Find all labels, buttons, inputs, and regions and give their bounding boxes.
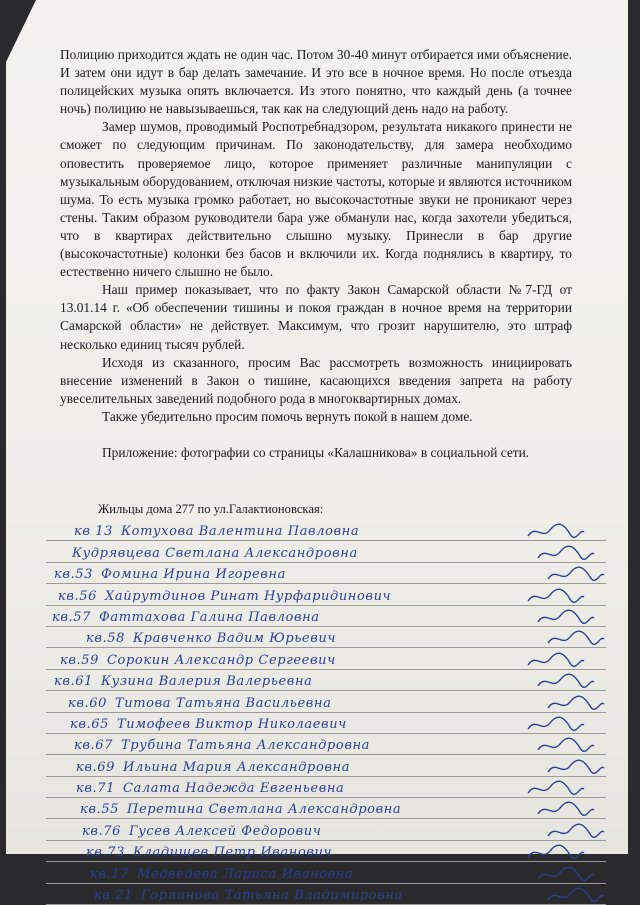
- apartment-number: кв.55: [80, 802, 120, 818]
- apartment-number: кв.57: [52, 609, 92, 625]
- resident-name: Сорокин Александр Сергеевич: [107, 652, 336, 668]
- apartment-number: кв.53: [54, 567, 94, 583]
- signature-icon: [546, 822, 606, 840]
- apartment-number: кв.65: [70, 716, 110, 732]
- apartment-number: кв.17: [90, 866, 130, 882]
- signature-icon: [546, 694, 606, 712]
- resident-name: Гусев Алексей Федорович: [129, 823, 322, 839]
- resident-entry: [76, 781, 344, 796]
- signature-icon: [526, 587, 586, 605]
- document-page: [6, 0, 628, 904]
- resident-row: [46, 520, 606, 541]
- signature-icon: [536, 608, 596, 626]
- signature-icon: [526, 522, 586, 540]
- resident-name: Кудрявцева Светлана Александровна: [72, 545, 358, 561]
- residents-signature-list: [46, 520, 606, 905]
- resident-row: [46, 691, 606, 712]
- apartment-number: кв.76: [82, 823, 122, 839]
- letter-paragraph: Полицию приходится ждать не один час. Потом 30-40 минут отбирается ими объяснение. И затем они идут в бар делать замечание. И это все в ночное время. Но после отъезда полицейских музыка опять включается. Из этого понятно, что каждый день (а точнее ночь) полицию не навызываешься, так как на следующий день надо на работу.: [60, 47, 572, 117]
- apartment-number: кв 13: [74, 524, 114, 540]
- resident-row: [46, 627, 606, 648]
- resident-name: Котухова Валентина Павловна: [121, 524, 360, 540]
- resident-name: Кравченко Вадим Юрьевич: [133, 631, 337, 647]
- apartment-number: кв.60: [68, 695, 108, 711]
- resident-name: Фомина Ирина Игоревна: [101, 567, 286, 583]
- resident-name: Трубина Татьяна Александровна: [121, 738, 371, 754]
- resident-entry: [64, 546, 358, 561]
- letter-paragraph: Исходя из сказанного, просим Вас рассмотреть возможность инициировать внесение изменений в Закон о тишине, касающихся введения запрета на работу увеселительных заведений подобного рода в многоквартирных домах.: [60, 354, 572, 406]
- resident-row: [46, 670, 606, 691]
- signature-icon: [526, 843, 586, 861]
- resident-row: [46, 584, 606, 605]
- apartment-number: кв.21: [94, 888, 134, 904]
- resident-row: [46, 541, 606, 562]
- resident-row: [46, 862, 606, 883]
- letter-paragraph: Замер шумов, проводимый Роспотребнадзором, результата никакого принести не сможет по следующим причинам. По законодательству, для замера необходимо оповестить проверяемое лицо, которое применяет различные манипуляции с музыкальным оборудованием, отключая низкие частоты, которые и являются источником шума. То есть музыка громко работает, но высокочастотные звуки не проникают через стены. Таким образом руководители бара уже обманули нас, когда захотели убедиться, что в квартирах действительно слышно музыку. Принесли в бар другие (высокочастотные) колонки без басов и включили их. Когда поднялись в квартиру, то естественно ничего слышно не было.: [60, 119, 572, 280]
- resident-entry: [54, 567, 286, 582]
- resident-row: [46, 734, 606, 755]
- residents-heading: Жильцы дома 277 по ул.Галактионовская:: [98, 502, 324, 516]
- resident-entry: [54, 674, 312, 689]
- torn-corner: [6, 0, 36, 62]
- apartment-number: кв.73: [86, 845, 126, 861]
- letter-paragraph: Приложение: фотографии со страницы «Калашникова» в социальной сети.: [102, 444, 530, 460]
- resident-entry: [90, 867, 353, 882]
- signature-icon: [546, 886, 606, 904]
- resident-entry: [76, 760, 350, 775]
- resident-entry: [86, 845, 332, 860]
- resident-entry: [70, 717, 347, 732]
- resident-row: [46, 563, 606, 584]
- resident-entry: [80, 802, 401, 817]
- resident-row: [46, 713, 606, 734]
- signature-icon: [536, 865, 596, 883]
- resident-name: Кладищев Петр Иванович: [133, 845, 333, 861]
- resident-row: [46, 819, 606, 840]
- resident-name: Кузина Валерия Валерьевна: [101, 674, 313, 690]
- resident-row: [46, 755, 606, 776]
- resident-entry: [82, 824, 321, 839]
- resident-row: [46, 884, 606, 905]
- apartment-number: кв.56: [58, 588, 98, 604]
- resident-entry: [94, 888, 403, 903]
- resident-name: Титова Татьяна Васильевна: [115, 695, 332, 711]
- signature-icon: [536, 800, 596, 818]
- resident-name: Перетина Светлана Александровна: [127, 802, 402, 818]
- resident-entry: [74, 524, 359, 539]
- apartment-number: кв.71: [76, 781, 116, 797]
- resident-entry: [74, 738, 370, 753]
- apartment-number: кв.58: [86, 631, 126, 647]
- resident-row: [46, 648, 606, 669]
- resident-name: Салата Надежда Евгеньевна: [123, 781, 345, 797]
- resident-name: Ильина Мария Александровна: [123, 759, 351, 775]
- letter-paragraph: Наш пример показывает, что по факту Закон Самарской области №7-ГД от 13.01.14 г. «Об обеспечении тишины и покоя граждан в ночное время на территории Самарской области» не действует. Максимум, что грозит нарушителю, это штраф несколько единиц тысяч рублей.: [60, 282, 572, 352]
- resident-row: [46, 798, 606, 819]
- resident-row: [46, 777, 606, 798]
- signature-icon: [546, 565, 606, 583]
- resident-name: Горяинова Татьяна Владимировна: [141, 888, 403, 904]
- resident-entry: [86, 631, 336, 646]
- resident-name: Медведева Лариса Ивановна: [137, 866, 354, 882]
- signature-icon: [526, 651, 586, 669]
- signature-icon: [526, 715, 586, 733]
- resident-entry: [52, 610, 320, 625]
- resident-name: Фаттахова Галина Павловна: [99, 609, 320, 625]
- apartment-number: кв.67: [74, 738, 114, 754]
- letter-paragraph: Также убедительно просим помочь вернуть покой в нашем доме.: [102, 408, 473, 424]
- resident-entry: [68, 696, 331, 711]
- apartment-number: кв.59: [60, 652, 100, 668]
- signature-icon: [536, 736, 596, 754]
- letter-body: [60, 46, 572, 462]
- apartment-number: кв.61: [54, 674, 94, 690]
- signature-icon: [546, 629, 606, 647]
- resident-name: Хайрутдинов Ринат Нурфаридинович: [105, 588, 392, 604]
- resident-entry: [58, 589, 391, 604]
- signature-icon: [536, 672, 596, 690]
- signature-icon: [526, 779, 586, 797]
- resident-row: [46, 606, 606, 627]
- resident-entry: [60, 653, 336, 668]
- resident-row: [46, 841, 606, 862]
- signature-icon: [536, 544, 596, 562]
- resident-name: Тимофеев Виктор Николаевич: [117, 716, 347, 732]
- signature-icon: [546, 758, 606, 776]
- apartment-number: кв.69: [76, 759, 116, 775]
